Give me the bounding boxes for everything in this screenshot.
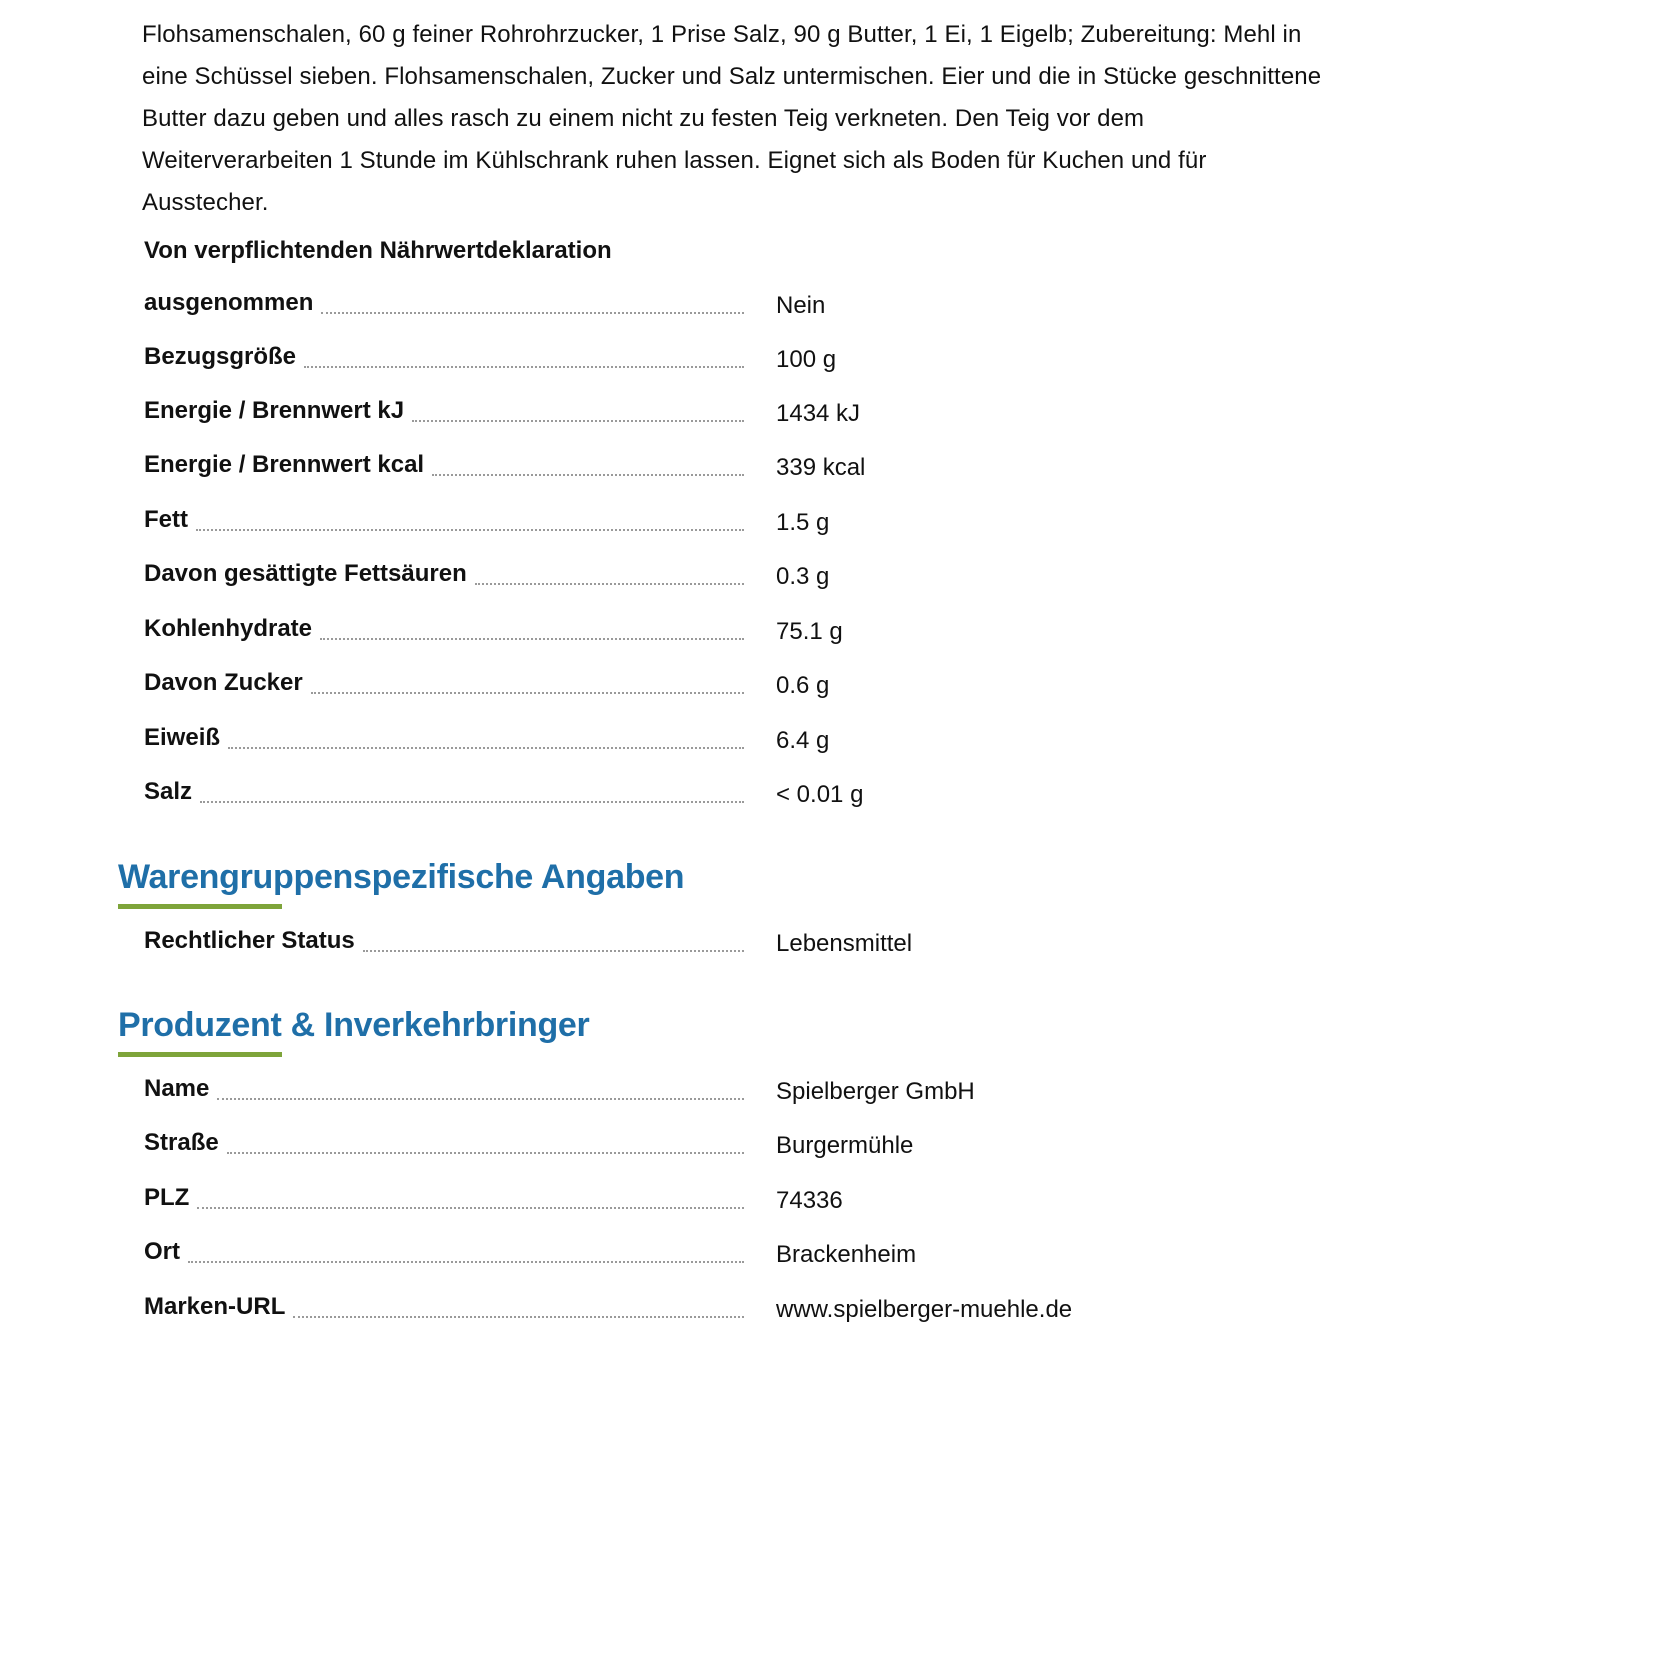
recipe-text-line: Weiterverarbeiten 1 Stunde im Kühlschrank ruhen lassen. Eignet sich als Boden für Kuchen und für bbox=[142, 147, 1207, 174]
recipe-text-line: Ausstecher. bbox=[142, 189, 269, 216]
dot-leader bbox=[217, 1098, 744, 1100]
producer-row-city bbox=[144, 1229, 1344, 1273]
dot-leader bbox=[363, 950, 744, 952]
dot-leader bbox=[320, 638, 744, 640]
row-label: Kohlenhydrate bbox=[144, 615, 313, 642]
nutrition-row-carbohydrates bbox=[144, 606, 1344, 650]
producer-row-postcode bbox=[144, 1175, 1344, 1219]
row-label: Davon gesättigte Fettsäuren bbox=[144, 560, 467, 587]
row-label: Davon Zucker bbox=[144, 669, 303, 696]
producer-row-name bbox=[144, 1066, 1344, 1110]
section-heading-producer: Produzent & Inverkehrbringer bbox=[118, 1006, 590, 1044]
row-value: Burgermühle bbox=[776, 1132, 914, 1159]
row-label: PLZ bbox=[144, 1184, 190, 1211]
row-label: Energie / Brennwert kcal bbox=[144, 451, 425, 478]
dot-leader bbox=[197, 1207, 744, 1209]
dot-leader bbox=[227, 1152, 744, 1154]
dot-leader bbox=[188, 1261, 744, 1263]
row-value: < 0.01 g bbox=[776, 781, 864, 808]
row-value: Nein bbox=[776, 292, 826, 319]
row-label: Marken-URL bbox=[144, 1293, 286, 1320]
dot-leader bbox=[200, 801, 744, 803]
recipe-text-line: Butter dazu geben und alles rasch zu einem nicht zu festen Teig verkneten. Den Teig vor dem bbox=[142, 105, 1145, 132]
nutrition-row-fat bbox=[144, 497, 1344, 541]
dot-leader bbox=[321, 312, 744, 314]
dot-leader bbox=[293, 1316, 744, 1318]
row-value: 1.5 g bbox=[776, 509, 830, 536]
row-label: Fett bbox=[144, 506, 188, 533]
row-value: 1434 kJ bbox=[776, 400, 861, 427]
row-value: Spielberger GmbH bbox=[776, 1078, 975, 1105]
dot-leader bbox=[475, 583, 744, 585]
dot-leader bbox=[228, 747, 744, 749]
row-label: Name bbox=[144, 1075, 210, 1102]
nutrition-row-salt bbox=[144, 769, 1344, 813]
section-underline bbox=[118, 904, 282, 909]
row-label: Eiweiß bbox=[144, 724, 221, 751]
dot-leader bbox=[412, 420, 744, 422]
product-group-row-legal-status bbox=[144, 918, 1344, 962]
row-value: 75.1 g bbox=[776, 618, 843, 645]
row-value: 74336 bbox=[776, 1187, 843, 1214]
row-value: www.spielberger-muehle.de bbox=[776, 1296, 1073, 1323]
row-label: Energie / Brennwert kJ bbox=[144, 397, 405, 424]
recipe-text bbox=[142, 14, 1412, 224]
row-label: Rechtlicher Status bbox=[144, 927, 355, 954]
nutrition-row-reference-size bbox=[144, 334, 1344, 378]
nutrition-row-protein bbox=[144, 715, 1344, 759]
nutrition-row-saturated-fat bbox=[144, 551, 1344, 595]
dot-leader bbox=[304, 366, 744, 368]
row-label: Bezugsgröße bbox=[144, 343, 297, 370]
section-heading-product-group: Warengruppenspezifische Angaben bbox=[118, 858, 685, 896]
row-value: 6.4 g bbox=[776, 727, 830, 754]
nutrition-row-energy-kj bbox=[144, 388, 1344, 432]
section-underline bbox=[118, 1052, 282, 1057]
dot-leader bbox=[311, 692, 744, 694]
row-value: Lebensmittel bbox=[776, 930, 913, 957]
row-value: 339 kcal bbox=[776, 454, 866, 481]
nutrition-exempt-label: Von verpflichtenden Nährwertdeklaration bbox=[144, 237, 612, 264]
row-label: Ort bbox=[144, 1238, 180, 1265]
row-value: 0.3 g bbox=[776, 563, 830, 590]
dot-leader bbox=[196, 529, 744, 531]
row-label: Salz bbox=[144, 778, 193, 805]
dot-leader bbox=[432, 474, 744, 476]
recipe-text-line: eine Schüssel sieben. Flohsamenschalen, Zucker und Salz untermischen. Eier und die in Stücke geschnittene bbox=[142, 63, 1322, 90]
producer-row-street bbox=[144, 1120, 1344, 1164]
recipe-text-line: Flohsamenschalen, 60 g feiner Rohrohrzucker, 1 Prise Salz, 90 g Butter, 1 Ei, 1 Eigelb; Zubereitung: Mehl in bbox=[142, 21, 1302, 48]
producer-row-brand-url bbox=[144, 1284, 1344, 1328]
row-label: Straße bbox=[144, 1129, 219, 1156]
row-value: 0.6 g bbox=[776, 672, 830, 699]
nutrition-row-exempt bbox=[144, 280, 1344, 324]
nutrition-row-sugar bbox=[144, 660, 1344, 704]
row-value: Brackenheim bbox=[776, 1241, 917, 1268]
row-label: ausgenommen bbox=[144, 289, 314, 316]
nutrition-row-energy-kcal bbox=[144, 442, 1344, 486]
row-value: 100 g bbox=[776, 346, 837, 373]
